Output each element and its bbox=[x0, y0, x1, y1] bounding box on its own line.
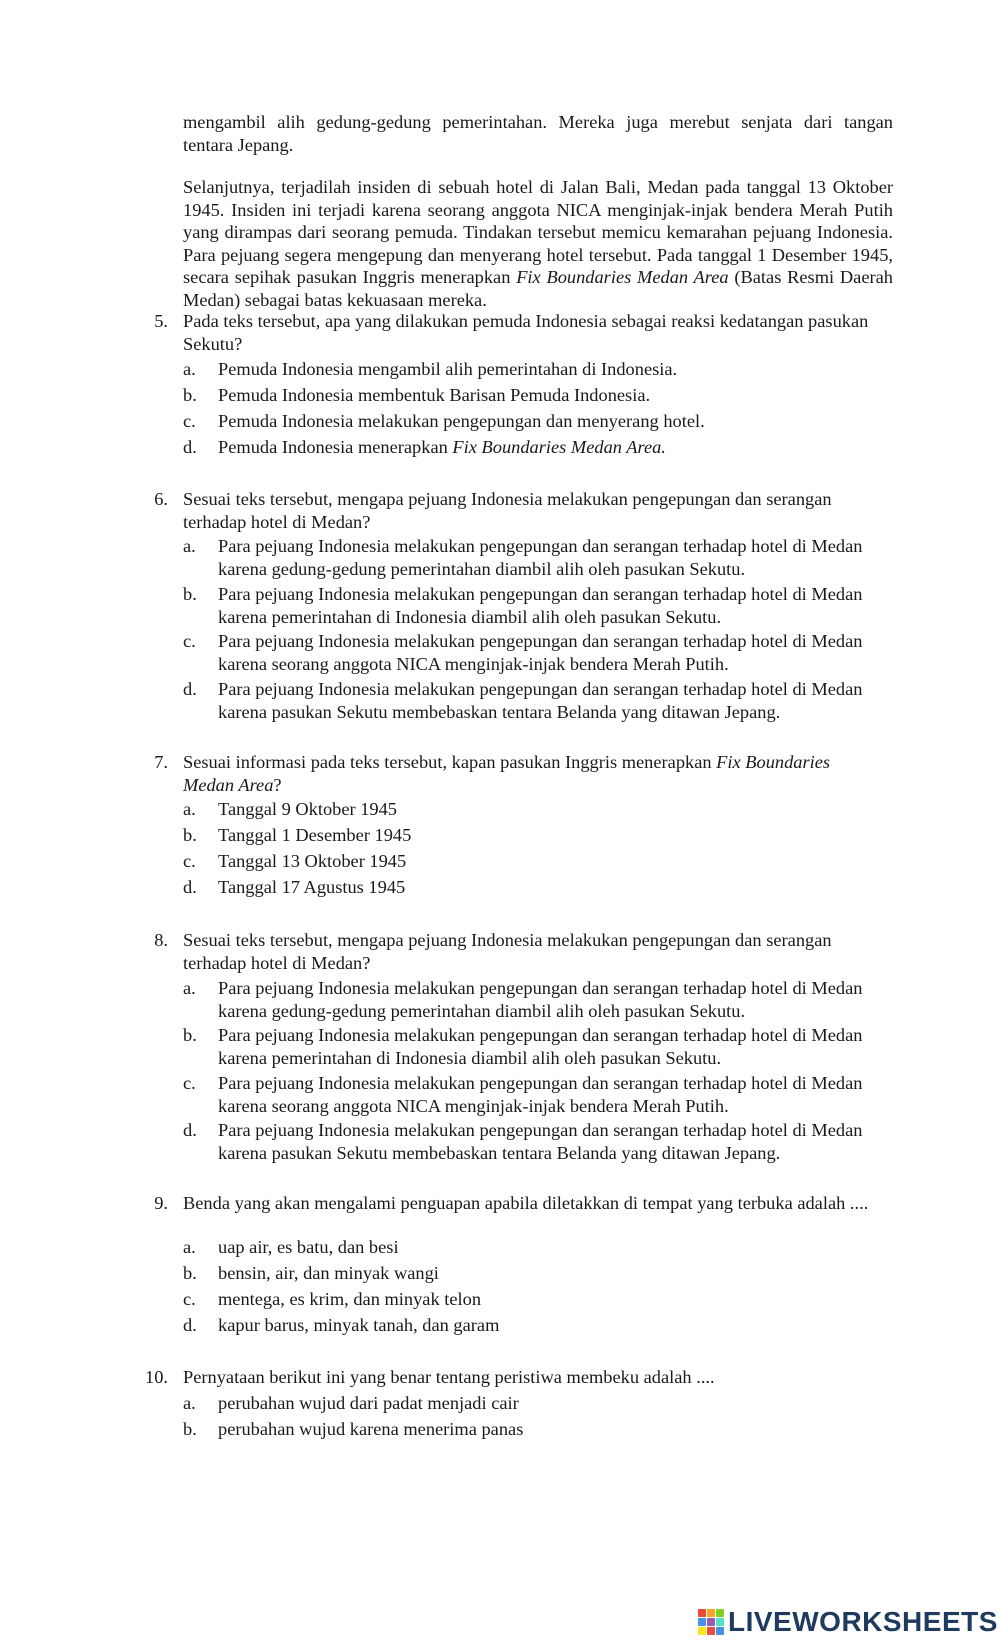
question-number: 8. bbox=[154, 930, 168, 950]
option-italic-term: Fix Boundaries Medan Area. bbox=[452, 437, 666, 457]
option-letter: a. bbox=[183, 359, 196, 379]
question-number: 6. bbox=[154, 489, 168, 509]
question-number: 5. bbox=[154, 311, 168, 331]
option-letter: a. bbox=[183, 1393, 196, 1413]
option-text: Pemuda Indonesia membentuk Barisan Pemuda Indonesia. bbox=[218, 385, 651, 405]
option-text: mentega, es krim, dan minyak telon bbox=[218, 1289, 482, 1309]
logo-tile bbox=[716, 1609, 724, 1617]
option-text: Para pejuang Indonesia melakukan pengepungan dan serangan terhadap hotel di Medan karena seorang anggota NICA menginjak-injak bendera Merah Putih. bbox=[218, 631, 863, 674]
option-text: kapur barus, minyak tanah, dan garam bbox=[218, 1315, 500, 1335]
question-stem: Pada teks tersebut, apa yang dilakukan pemuda Indonesia sebagai reaksi kedatangan pasukan Sekutu? bbox=[183, 311, 869, 354]
option-letter: c. bbox=[183, 1073, 196, 1093]
option-letter: a. bbox=[183, 978, 196, 998]
logo-tile bbox=[707, 1609, 715, 1617]
option-letter: c. bbox=[183, 1289, 196, 1309]
liveworksheets-logo[interactable] bbox=[698, 1607, 998, 1637]
stem-text: Sesuai informasi pada teks tersebut, kapan pasukan Inggris menerapkan bbox=[183, 752, 717, 772]
option-letter: b. bbox=[183, 385, 197, 405]
option-text bbox=[218, 436, 898, 459]
option-letter: b. bbox=[183, 825, 197, 845]
option-letter: c. bbox=[183, 851, 196, 871]
option-text: Para pejuang Indonesia melakukan pengepungan dan serangan terhadap hotel di Medan karena seorang anggota NICA menginjak-injak bendera Merah Putih. bbox=[218, 1073, 863, 1116]
option-letter: a. bbox=[183, 799, 196, 819]
option-text: Para pejuang Indonesia melakukan pengepungan dan serangan terhadap hotel di Medan karena gedung-gedung pemerintahan diambil alih oleh pasukan Sekutu. bbox=[218, 978, 863, 1021]
question-number: 7. bbox=[154, 752, 168, 772]
option-text: perubahan wujud dari padat menjadi cair bbox=[218, 1393, 519, 1413]
passage-paragraph-2 bbox=[183, 176, 893, 312]
passage-italic-term: Fix Boundaries Medan Area bbox=[516, 267, 729, 288]
brand-name: LIVEWORKSHEETS bbox=[728, 1606, 998, 1637]
logo-tile bbox=[698, 1609, 706, 1617]
option-text: bensin, air, dan minyak wangi bbox=[218, 1263, 439, 1283]
logo-tile bbox=[716, 1627, 724, 1635]
option-text: Para pejuang Indonesia melakukan pengepungan dan serangan terhadap hotel di Medan karena pemerintahan di Indonesia diambil alih oleh pasukan Sekutu. bbox=[218, 584, 863, 627]
option-text: Pemuda Indonesia melakukan pengepungan dan menyerang hotel. bbox=[218, 411, 705, 431]
option-letter: a. bbox=[183, 536, 196, 556]
option-text: Para pejuang Indonesia melakukan pengepungan dan serangan terhadap hotel di Medan karena pemerintahan di Indonesia diambil alih oleh pasukan Sekutu. bbox=[218, 1025, 863, 1068]
question-number: 10. bbox=[145, 1367, 168, 1387]
question-stem: Benda yang akan mengalami penguapan apabila diletakkan di tempat yang terbuka adalah .... bbox=[183, 1193, 869, 1213]
option-letter: b. bbox=[183, 1263, 197, 1283]
logo-grid-icon bbox=[698, 1609, 724, 1635]
option-letter: a. bbox=[183, 1237, 196, 1257]
question-stem bbox=[183, 751, 883, 796]
logo-tile bbox=[698, 1627, 706, 1635]
option-letter: c. bbox=[183, 411, 196, 431]
option-text: Tanggal 9 Oktober 1945 bbox=[218, 799, 398, 819]
stem-italic-term: Fix Boundaries Medan Area bbox=[183, 752, 831, 795]
option-letter: d. bbox=[183, 437, 197, 457]
option-text: Tanggal 1 Desember 1945 bbox=[218, 825, 412, 845]
passage-line: mengambil alih gedung-gedung pemerintahan. Mereka juga merebut senjata dari tangan bbox=[183, 112, 893, 132]
logo-tile bbox=[698, 1618, 706, 1626]
option-text-plain: Pemuda Indonesia menerapkan bbox=[218, 437, 453, 457]
question-stem: Sesuai teks tersebut, mengapa pejuang Indonesia melakukan pengepungan dan serangan terhadap hotel di Medan? bbox=[183, 489, 832, 532]
option-text: uap air, es batu, dan besi bbox=[218, 1237, 399, 1257]
logo-tile bbox=[707, 1618, 715, 1626]
option-text: Para pejuang Indonesia melakukan pengepungan dan serangan terhadap hotel di Medan karena pasukan Sekutu membebaskan tentara Belanda yang ditawan Jepang. bbox=[218, 1120, 863, 1163]
question-number: 9. bbox=[154, 1193, 168, 1213]
option-letter: d. bbox=[183, 679, 197, 699]
option-letter: b. bbox=[183, 1025, 197, 1045]
option-text: Tanggal 17 Agustus 1945 bbox=[218, 877, 406, 897]
passage-paragraph-1 bbox=[183, 111, 893, 156]
logo-tile bbox=[716, 1618, 724, 1626]
option-letter: d. bbox=[183, 877, 197, 897]
question-stem: Sesuai teks tersebut, mengapa pejuang Indonesia melakukan pengepungan dan serangan terhadap hotel di Medan? bbox=[183, 930, 832, 973]
option-letter: d. bbox=[183, 1315, 197, 1335]
option-letter: c. bbox=[183, 631, 196, 651]
option-text: perubahan wujud karena menerima panas bbox=[218, 1419, 524, 1439]
option-text: Para pejuang Indonesia melakukan pengepungan dan serangan terhadap hotel di Medan karena gedung-gedung pemerintahan diambil alih oleh pasukan Sekutu. bbox=[218, 536, 863, 579]
passage-text: (Batas Resmi Daerah Medan) sebagai batas kekuasaan mereka. bbox=[183, 267, 893, 310]
option-letter: b. bbox=[183, 1419, 197, 1439]
option-letter: b. bbox=[183, 584, 197, 604]
passage-text: Selanjutnya, terjadilah insiden di sebuah hotel di Jalan Bali, Medan pada tanggal 13 Oktober 1945. Insiden ini terjadi karena seorang anggota NICA menginjak-injak bendera Merah Putih yang dirampas dari seorang pemuda. Tindakan tersebut memicu kemarahan pejuang Indonesia. Para pejuang segera mengepung dan menyerang hotel tersebut. Pada tanggal 1 Desember 1945, secara sepihak pasukan Inggris menerapkan bbox=[183, 177, 893, 288]
passage-line: tentara Jepang. bbox=[183, 134, 294, 155]
question-stem: Pernyataan berikut ini yang benar tentang peristiwa membeku adalah .... bbox=[183, 1367, 715, 1387]
option-text: Tanggal 13 Oktober 1945 bbox=[218, 851, 407, 871]
option-text: Para pejuang Indonesia melakukan pengepungan dan serangan terhadap hotel di Medan karena pasukan Sekutu membebaskan tentara Belanda yang ditawan Jepang. bbox=[218, 679, 863, 722]
logo-tile bbox=[707, 1627, 715, 1635]
option-text: Pemuda Indonesia mengambil alih pemerintahan di Indonesia. bbox=[218, 359, 678, 379]
option-letter: d. bbox=[183, 1120, 197, 1140]
stem-text: ? bbox=[273, 774, 282, 795]
